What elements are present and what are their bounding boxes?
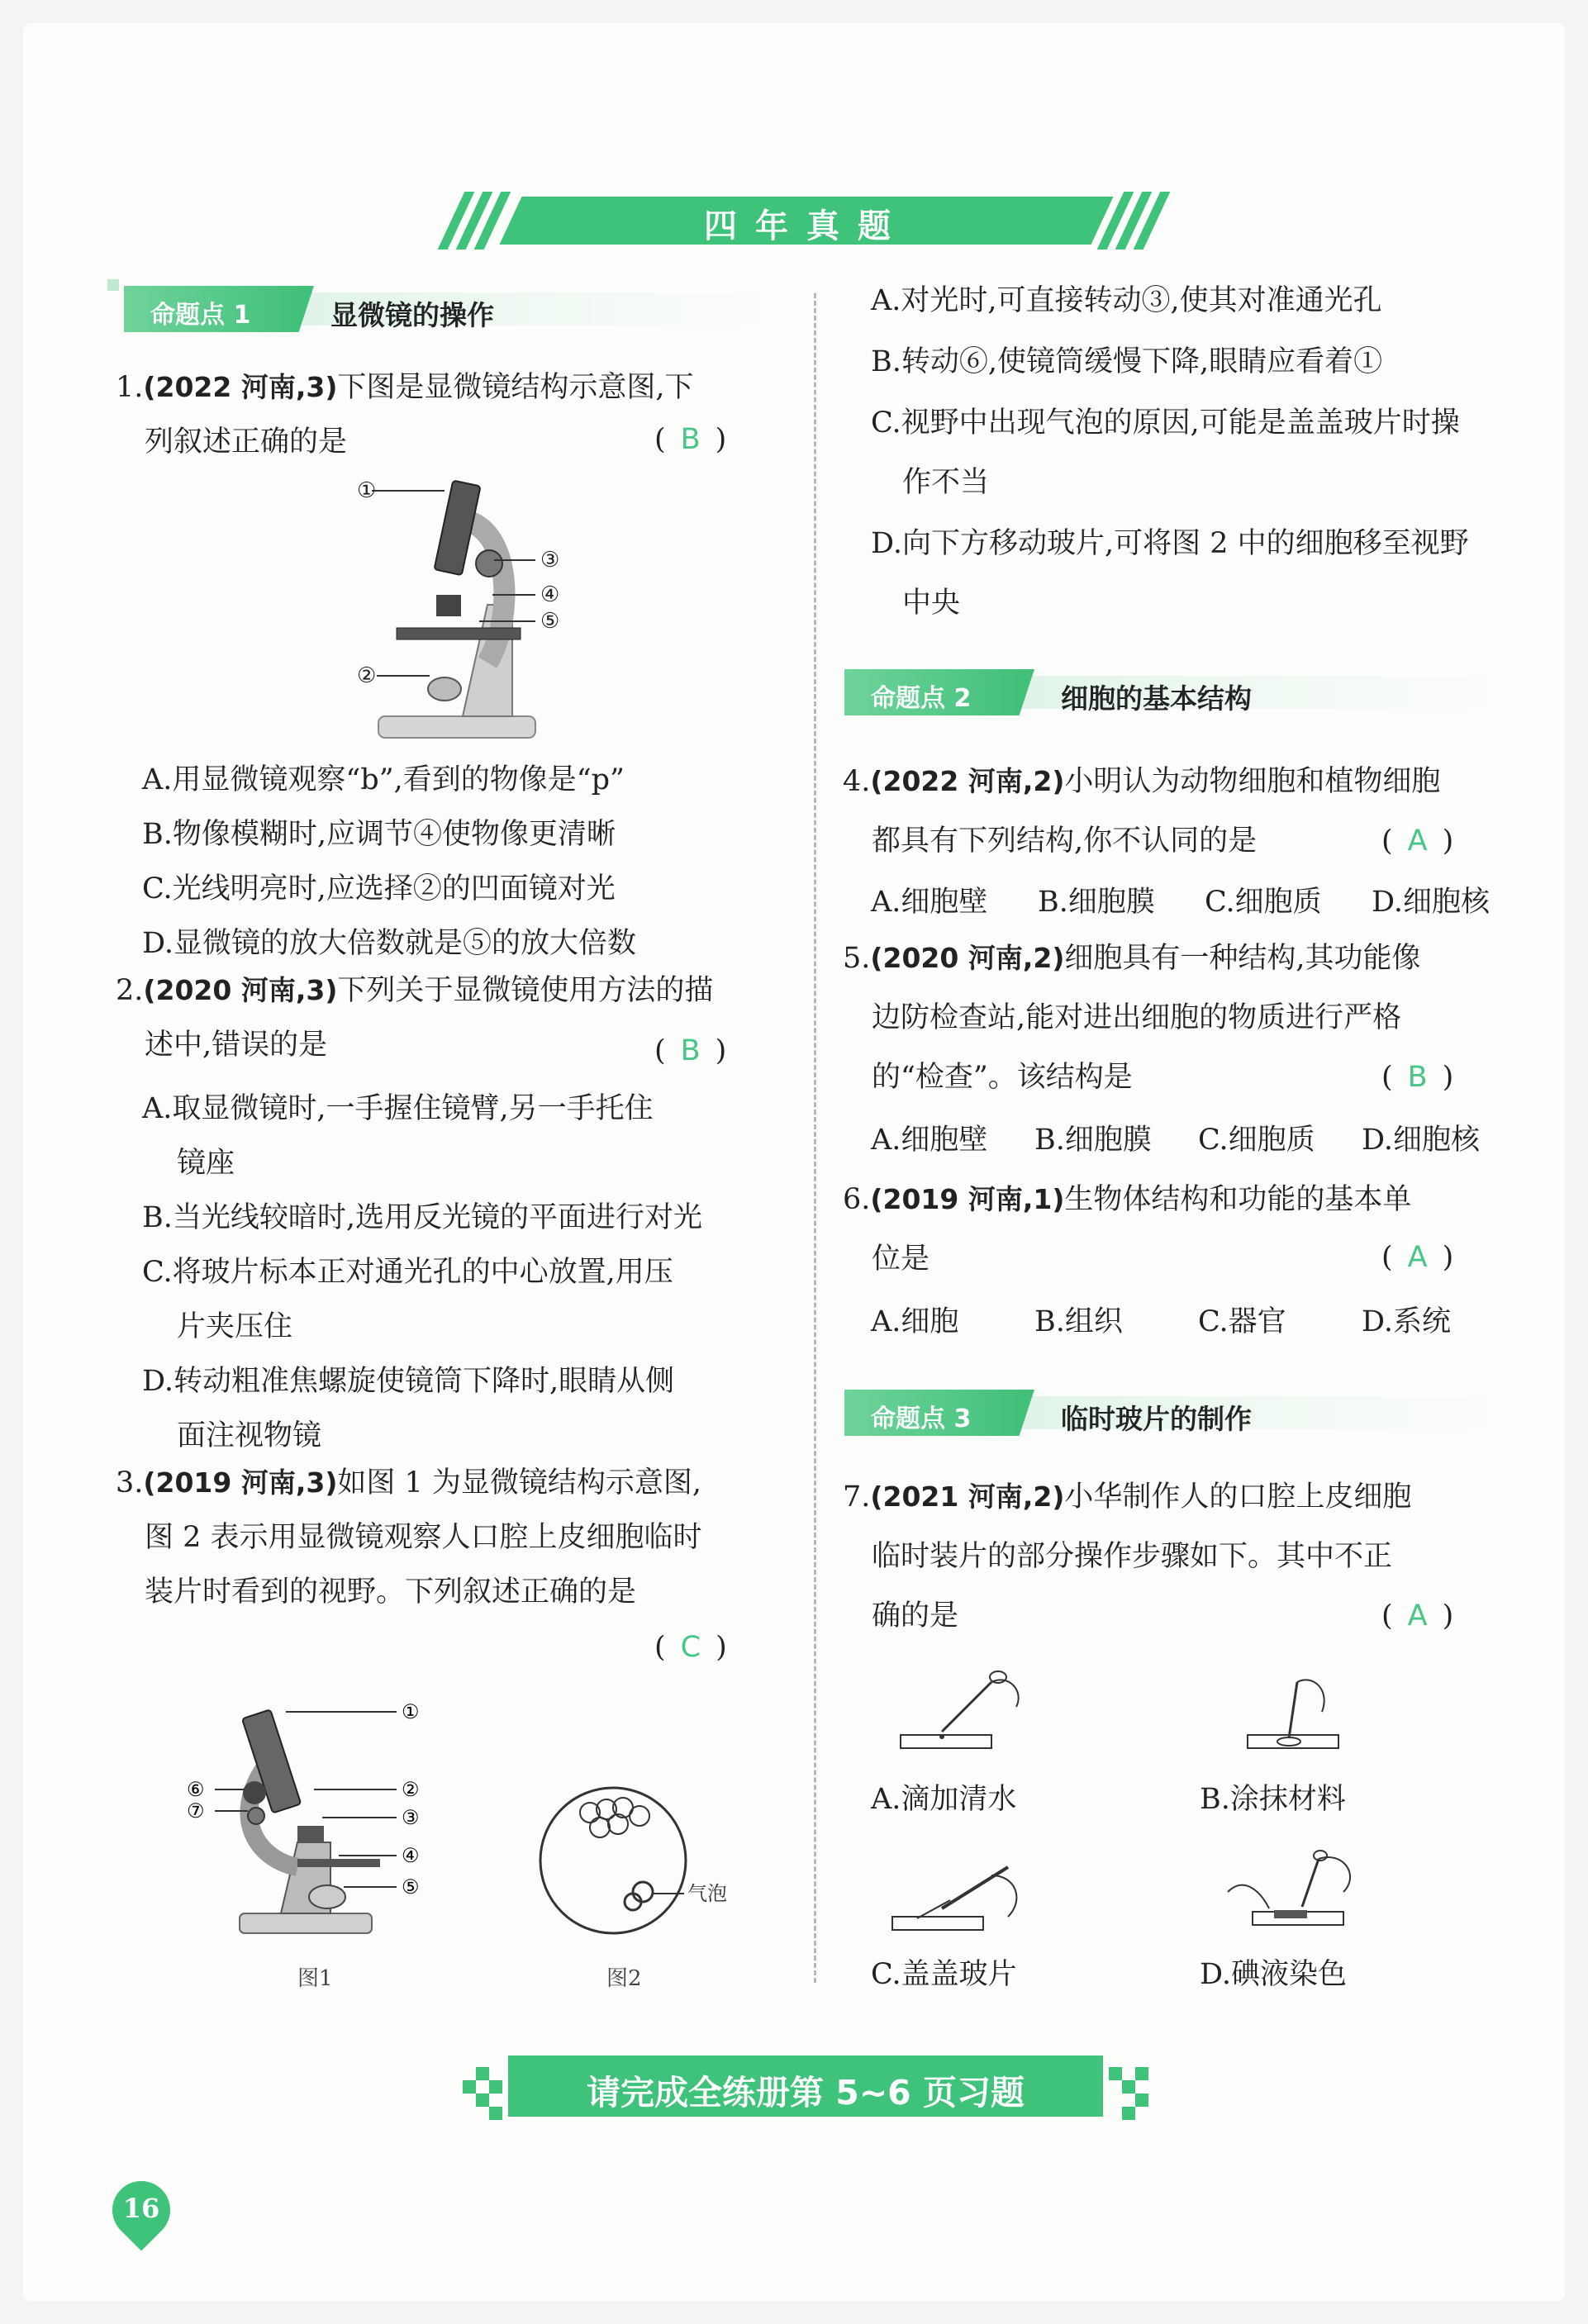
figure-caption: 图1 <box>297 1966 333 1991</box>
option-b: B.物像模糊时,应调节④使物像更清晰 <box>142 818 616 851</box>
figure-label: ② <box>357 663 377 688</box>
option-c: C.光线明亮时,应选择②的凹面镜对光 <box>142 872 616 905</box>
topic-tag: 命题点 1 <box>150 301 251 330</box>
question-number: 5. <box>843 942 871 975</box>
figure-label: ④ <box>402 1844 420 1867</box>
option-b: B.转动⑥,使镜筒缓慢下降,眼睛应看着① <box>871 345 1383 378</box>
figure-label: ① <box>357 478 377 503</box>
question-text: 确的是 <box>872 1599 959 1633</box>
question-text: 的“检查”。该结构是 <box>872 1061 1133 1094</box>
answer-box: ( A ) <box>1381 1241 1454 1274</box>
answer-letter: A <box>1407 1241 1428 1274</box>
option-d: D.系统 <box>1362 1305 1451 1338</box>
option-b: B.细胞膜 <box>1034 1124 1152 1157</box>
question-text: 图 2 表示用显微镜观察人口腔上皮细胞临时 <box>145 1521 702 1554</box>
figure-label: ① <box>402 1700 420 1723</box>
section-banner <box>436 192 1177 250</box>
figure-label: 气泡 <box>687 1882 727 1905</box>
question-text: 如图 1 为显微镜结构示意图, <box>337 1466 702 1499</box>
question-source: (2020 河南,3) <box>143 974 338 1006</box>
question-text: 边防检查站,能对进出细胞的物质进行严格 <box>872 1001 1402 1034</box>
microscope-figure-1 <box>174 1694 446 1941</box>
option-d: D.显微镜的放大倍数就是⑤的放大倍数 <box>142 927 636 960</box>
topic-name: 临时玻片的制作 <box>1061 1403 1252 1435</box>
figure-label: ④ <box>540 582 560 607</box>
question-text: 下列关于显微镜使用方法的描 <box>337 974 714 1007</box>
question-source: (2020 河南,2) <box>870 942 1065 974</box>
answer-box: ( A ) <box>1381 1599 1454 1633</box>
option-b: B.组织 <box>1034 1305 1123 1338</box>
answer-letter: A <box>1407 825 1428 858</box>
answer-box: ( A ) <box>1381 825 1454 858</box>
answer-letter: B <box>680 1034 701 1067</box>
option-d-cont: 面注视物镜 <box>177 1419 322 1452</box>
column-divider <box>814 293 816 1983</box>
topic-tag: 命题点 2 <box>871 684 972 713</box>
question-source: (2022 河南,3) <box>143 371 338 403</box>
option-c-cont: 片夹压住 <box>177 1310 293 1343</box>
option-a: A.滴加清水 <box>871 1783 1017 1816</box>
figure-label: ② <box>402 1778 420 1801</box>
figure-caption: 图2 <box>606 1966 642 1991</box>
question-number: 1. <box>116 371 144 404</box>
question-3 <box>116 1456 785 1619</box>
smearing-material-icon <box>1223 1666 1363 1756</box>
option-c-cont: 作不当 <box>902 466 990 499</box>
option-b: B.细胞膜 <box>1038 886 1155 919</box>
option-c: C.细胞质 <box>1198 1124 1315 1157</box>
answer-letter: C <box>680 1631 701 1664</box>
question-source: (2019 河南,3) <box>143 1466 338 1499</box>
figure-label: ③ <box>540 548 560 573</box>
section-title: 四年真题 <box>704 207 909 245</box>
option-c: C.盖盖玻片 <box>871 1958 1017 1991</box>
option-b: B.当光线较暗时,选用反光镜的平面进行对光 <box>142 1201 702 1234</box>
question-text: 小明认为动物细胞和植物细胞 <box>1064 765 1441 798</box>
option-a: A.用显微镜观察“b”,看到的物像是“p” <box>142 763 625 796</box>
pixel-decoration <box>107 279 119 291</box>
option-b: B.涂抹材料 <box>1200 1783 1346 1816</box>
question-text: 临时装片的部分操作步骤如下。其中不正 <box>872 1540 1393 1573</box>
figure-label: ③ <box>402 1806 420 1829</box>
option-d: D.碘液染色 <box>1200 1958 1347 1991</box>
question-text: 述中,错误的是 <box>145 1029 328 1062</box>
option-c: C.视野中出现气泡的原因,可能是盖盖玻片时操 <box>871 406 1460 440</box>
topic-header-2 <box>844 669 1505 715</box>
iodine-staining-icon <box>1220 1842 1368 1941</box>
option-a: A.细胞 <box>871 1305 959 1338</box>
option-a: A.细胞壁 <box>871 1124 988 1157</box>
page-number-text: 16 <box>122 2193 160 2224</box>
topic-header-3 <box>844 1390 1505 1436</box>
page-number <box>112 2181 170 2244</box>
answer-box: ( B ) <box>654 423 727 456</box>
topic-tag: 命题点 3 <box>871 1404 972 1433</box>
question-number: 7. <box>843 1480 871 1514</box>
option-c: C.器官 <box>1198 1305 1286 1338</box>
option-d: D.细胞核 <box>1372 886 1490 919</box>
answer-letter: B <box>680 423 701 456</box>
option-d: D.细胞核 <box>1362 1124 1480 1157</box>
question-source: (2021 河南,2) <box>870 1480 1065 1513</box>
question-text: 位是 <box>872 1243 930 1276</box>
exercise-banner-text: 请完成全练册第 5~6 页习题 <box>587 2073 1025 2113</box>
option-d: D.转动粗准焦螺旋使镜筒下降时,眼睛从侧 <box>142 1365 675 1398</box>
topic-name: 显微镜的操作 <box>330 299 494 331</box>
option-a: A.对光时,可直接转动③,使其对准通光孔 <box>871 284 1382 317</box>
figure-label: ⑤ <box>540 609 560 634</box>
option-d-cont: 中央 <box>902 587 961 620</box>
option-c: C.细胞质 <box>1205 886 1322 919</box>
question-text: 下图是显微镜结构示意图,下 <box>337 371 694 404</box>
figure-label: ⑤ <box>402 1875 420 1899</box>
question-text: 小华制作人的口腔上皮细胞 <box>1064 1480 1412 1514</box>
question-text: 生物体结构和功能的基本单 <box>1064 1183 1412 1216</box>
option-d: D.向下方移动玻片,可将图 2 中的细胞移至视野 <box>871 527 1469 560</box>
answer-letter: B <box>1407 1061 1428 1094</box>
option-a-cont: 镜座 <box>177 1147 235 1180</box>
question-source: (2022 河南,2) <box>870 765 1065 797</box>
topic-header-1 <box>124 286 777 332</box>
cover-slip-icon <box>884 1851 1033 1941</box>
figure-label: ⑦ <box>187 1799 205 1823</box>
answer-letter: A <box>1407 1599 1428 1633</box>
answer-box: ( B ) <box>1381 1061 1454 1094</box>
microscope-figure <box>347 473 578 745</box>
question-text: 细胞具有一种结构,其功能像 <box>1064 942 1421 975</box>
question-text: 都具有下列结构,你不认同的是 <box>872 825 1258 858</box>
figure-label: ⑥ <box>187 1778 205 1801</box>
answer-box: ( C ) <box>654 1631 727 1664</box>
question-number: 4. <box>843 765 871 798</box>
question-number: 3. <box>116 1466 144 1499</box>
question-text: 装片时看到的视野。下列叙述正确的是 <box>145 1575 637 1609</box>
option-c: C.将玻片标本正对通光孔的中心放置,用压 <box>142 1256 673 1289</box>
option-a: A.取显微镜时,一手握住镜臂,另一手托住 <box>142 1092 654 1125</box>
question-text: 列叙述正确的是 <box>145 425 348 459</box>
microscope-view-figure-2 <box>537 1776 768 1950</box>
question-number: 2. <box>116 974 144 1007</box>
answer-box: ( B ) <box>654 1034 727 1067</box>
option-a: A.细胞壁 <box>871 886 988 919</box>
question-number: 6. <box>843 1183 871 1216</box>
exercise-banner <box>438 2047 1173 2125</box>
question-source: (2019 河南,1) <box>870 1183 1065 1215</box>
topic-name: 细胞的基本结构 <box>1061 682 1252 715</box>
dropping-water-icon <box>892 1666 1033 1756</box>
